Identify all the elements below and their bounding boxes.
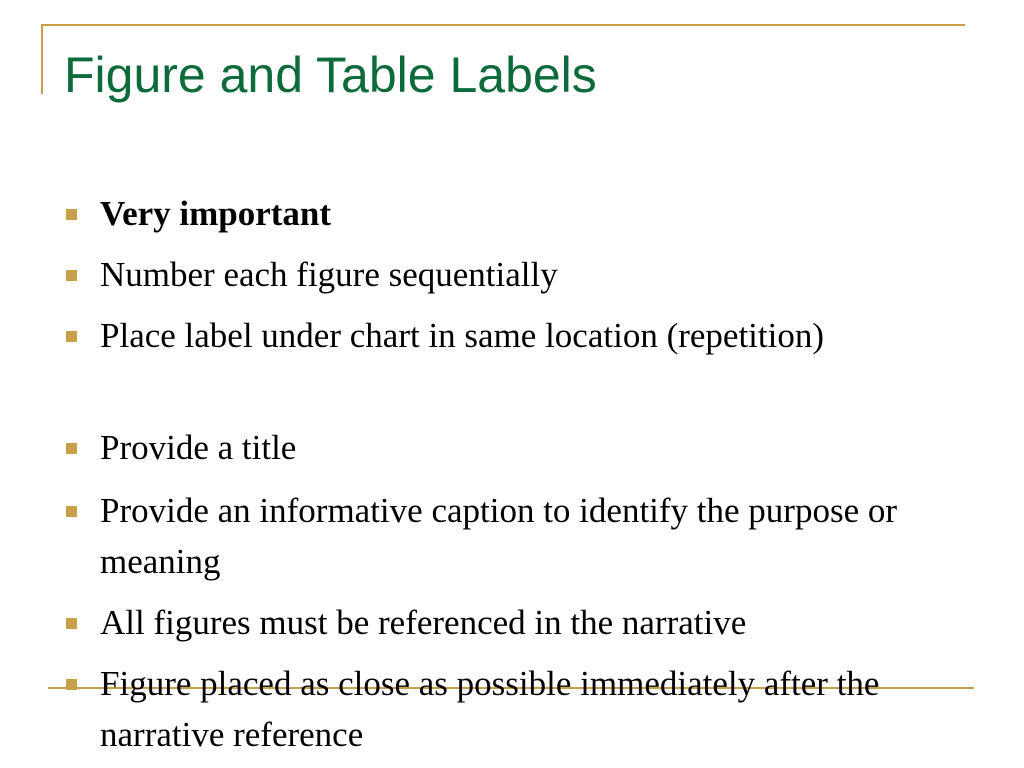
bullet-text: Provide a title (100, 428, 297, 467)
top-rule (41, 24, 965, 26)
slide-title: Figure and Table Labels (64, 47, 597, 103)
square-bullet-icon (66, 443, 77, 454)
bullet-text: Figure placed as close as possible immediately after the narrative reference (100, 664, 880, 754)
bullet-text: Place label under chart in same location (repetition) (100, 316, 825, 355)
bullet-text: Very important (100, 194, 332, 233)
square-bullet-icon (66, 270, 77, 281)
square-bullet-icon (66, 331, 77, 342)
square-bullet-icon (66, 506, 77, 517)
square-bullet-icon (66, 209, 77, 220)
bullet-text: Number each figure sequentially (100, 255, 558, 294)
bullet-text: All figures must be referenced in the narrative (100, 603, 747, 642)
square-bullet-icon (66, 618, 77, 629)
left-rule (41, 24, 43, 94)
square-bullet-icon (66, 679, 77, 690)
bullet-text: Provide an informative caption to identify the purpose or meaning (100, 491, 898, 581)
